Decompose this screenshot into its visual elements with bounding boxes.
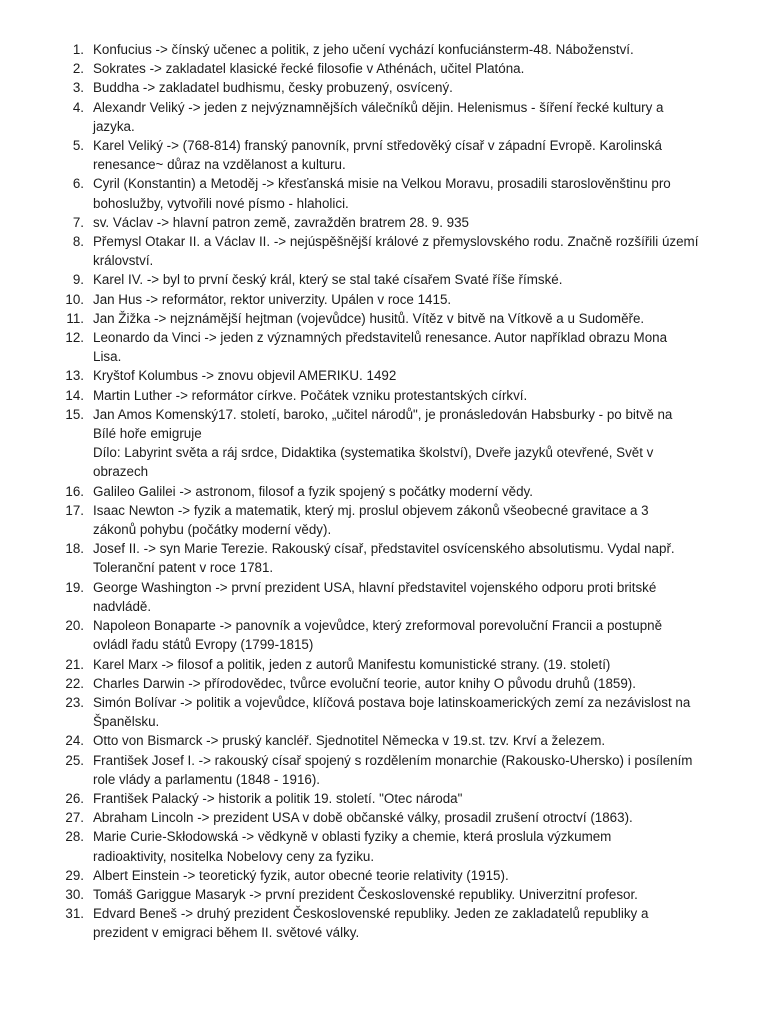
- list-item-number: 10.: [65, 291, 84, 307]
- list-item-number: 18.: [65, 541, 84, 557]
- list-item-number: 20.: [65, 618, 84, 634]
- list-item-number: 24.: [65, 733, 84, 749]
- list-item-text-line: Španělsku.: [93, 714, 160, 730]
- list-item: [0, 693, 768, 731]
- list-item-number: 1.: [72, 42, 84, 57]
- list-item-text-line: George Washington -> první prezident USA, hlavní představitel vojenského odporu proti britské: [93, 579, 657, 595]
- list-item: [0, 405, 768, 482]
- list-item: [0, 866, 768, 885]
- list-item: [0, 482, 768, 501]
- list-item-text-line: František Josef I. -> rakouský císař spojený s rozdělením monarchie (Rakousko-Uhersko) i posílením: [93, 752, 693, 768]
- list-item-text-line: Karel IV. -> byl to první český král, který se stal také císařem Svaté říše římské.: [93, 272, 563, 288]
- list-item-number: 16.: [65, 483, 84, 499]
- list-item: [0, 174, 768, 212]
- list-item: [0, 98, 768, 136]
- list-item: [0, 885, 768, 904]
- list-item-text-line: radioaktivity, nositelka Nobelovy ceny za fyziku.: [93, 848, 375, 864]
- list-item: [0, 213, 768, 232]
- list-item-text-line: Tomáš Gariggue Masaryk -> první prezident Československé republiky. Univerzitní profesor.: [93, 886, 638, 902]
- list-item-text-line: Jan Amos Komenský17. století, baroko, „učitel národů", je pronásledován Habsburky - po bitvě na: [93, 406, 673, 422]
- list-item: [0, 501, 768, 539]
- list-item-text-line: Bílé hoře emigruje: [93, 426, 202, 442]
- list-item: [0, 59, 768, 78]
- list-item-text-line: Marie Curie-Skłodowská -> vědkyně v oblasti fyziky a chemie, která proslula výzkumem: [93, 829, 612, 845]
- list-item-text-line: Josef II. -> syn Marie Terezie. Rakouský císař, představitel osvícenského absolutismu. Vydal např.: [93, 541, 675, 557]
- list-item: [0, 290, 768, 309]
- list-item-number: 23.: [65, 694, 84, 710]
- list-item-text-line: zákonů pohybu (počátky moderní vědy).: [93, 522, 332, 538]
- list-item-text-line: Jan Žižka -> nejznámější hejtman (vojevůdce) husitů. Vítěz v bitvě na Vítkově a u Sudoměře.: [93, 310, 645, 326]
- list-item-text-line: Sokrates -> zakladatel klasické řecké filosofie v Athénách, učitel Platóna.: [93, 61, 525, 77]
- list-item-text-line: Kryštof Kolumbus -> znovu objevil AMERIKU. 1492: [93, 368, 397, 384]
- list-item-text-line: království.: [93, 253, 154, 269]
- list-item: [0, 616, 768, 654]
- list-item-number: 17.: [65, 502, 84, 518]
- list-item-text-line: role vlády a parlamentu (1848 - 1916).: [93, 771, 321, 787]
- list-item-text-line: Karel Marx -> filosof a politik, jeden z autorů Manifestu komunistické strany. (19. století): [93, 656, 611, 672]
- list-item-number: 3.: [72, 80, 84, 96]
- list-item-text-line: Edvard Beneš -> druhý prezident Československé republiky. Jeden ze zakladatelů republiky a: [93, 906, 649, 922]
- list-item-number: 4.: [72, 99, 84, 115]
- list-item-text-line: Abraham Lincoln -> prezident USA v době občanské války, prosadil zrušení otroctví (1863).: [93, 810, 633, 826]
- list-item-text-line: Dílo: Labyrint světa a ráj srdce, Didaktika (systematika školství), Dveře jazyků otevřené, Svět v: [93, 445, 654, 461]
- list-item-text-line: Konfucius -> čínský učenec a politik, z jeho učení vychází konfuciánsterm-48. Náboženství.: [93, 42, 634, 57]
- list-item: [0, 789, 768, 808]
- list-item-number: 5.: [72, 138, 84, 154]
- list-item-number: 9.: [72, 272, 84, 288]
- list-item-text-line: Karel Veliký -> (768-814) franský panovník, první středověký císař v západní Evropě. Karolinská: [93, 138, 663, 154]
- numbered-list: [0, 40, 768, 943]
- list-item-text-line: Buddha -> zakladatel budhismu, česky probuzený, osvícený.: [93, 80, 453, 96]
- list-item-number: 27.: [65, 810, 84, 826]
- list-item-text-line: obrazech: [93, 464, 149, 480]
- list-item-text-line: Přemysl Otakar II. a Václav II. -> nejúspěšnější králové z přemyslovského rodu. Značně rozšířili území: [93, 234, 699, 250]
- list-item: [0, 136, 768, 174]
- list-item-number: 6.: [72, 176, 84, 192]
- list-item-text-line: Isaac Newton -> fyzik a matematik, který mj. proslul objevem zákonů všeobecné gravitace a 3: [93, 502, 649, 518]
- list-item-text-line: Leonardo da Vinci -> jeden z významných představitelů renesance. Autor například obrazu Mona: [93, 330, 668, 346]
- list-item: [0, 232, 768, 270]
- list-item-number: 2.: [72, 61, 84, 77]
- list-item-text-line: Otto von Bismarck -> pruský kancléř. Sjednotitel Německa v 19.st. tzv. Krví a železem.: [93, 733, 606, 749]
- list-item-text-line: renesance~ důraz na vzdělanost a kulturu.: [93, 157, 346, 173]
- list-item-number: 14.: [65, 387, 84, 403]
- list-item-number: 22.: [65, 675, 84, 691]
- list-item-number: 25.: [65, 752, 84, 768]
- list-item-number: 13.: [65, 368, 84, 384]
- list-item-text-line: Martin Luther -> reformátor církve. Počátek vzniku protestantských církví.: [93, 387, 528, 403]
- list-item-number: 15.: [65, 406, 84, 422]
- list-item-text-line: Jan Hus -> reformátor, rektor univerzity. Upálen v roce 1415.: [93, 291, 452, 307]
- list-item: [0, 366, 768, 385]
- list-item-text-line: Napoleon Bonaparte -> panovník a vojevůdce, který zreformoval porevoluční Francii a postupně: [93, 618, 663, 634]
- list-item-text-line: Cyril (Konstantin) a Metoděj -> křesťanská misie na Velkou Moravu, prosadili staroslověnštinu pro: [93, 176, 671, 192]
- list-item-number: 19.: [65, 579, 84, 595]
- list-item: [0, 78, 768, 97]
- list-item-text-line: Albert Einstein -> teoretický fyzik, autor obecné teorie relativity (1915).: [93, 867, 509, 883]
- list-item-text-line: Charles Darwin -> přírodovědec, tvůrce evoluční teorie, autor knihy O původu druhů (1859).: [93, 675, 636, 691]
- list-item-number: 8.: [72, 234, 84, 250]
- list-item-text-line: nadvládě.: [93, 598, 152, 614]
- list-item: [0, 655, 768, 674]
- list-item: [0, 40, 768, 59]
- list-item: [0, 328, 768, 366]
- list-item-number: 26.: [65, 790, 84, 806]
- list-item: [0, 270, 768, 289]
- list-item: [0, 808, 768, 827]
- list-item-text-line: Galileo Galilei -> astronom, filosof a fyzik spojený s počátky moderní vědy.: [93, 483, 533, 499]
- list-item: [0, 731, 768, 750]
- list-item-number: 29.: [65, 867, 84, 883]
- list-item-number: 30.: [65, 886, 84, 902]
- list-item-number: 21.: [65, 656, 84, 672]
- list-item: [0, 827, 768, 865]
- list-item-text-line: prezident v emigraci během II. světové války.: [93, 925, 360, 941]
- list-item-number: 12.: [65, 330, 84, 346]
- list-item-text-line: Alexandr Veliký -> jeden z nejvýznamnějších válečníků dějin. Helenismus - šíření řecké kultury a: [93, 99, 664, 115]
- list-item-text-line: jazyka.: [93, 118, 135, 134]
- list-item-text-line: Simón Bolívar -> politik a vojevůdce, klíčová postava boje latinskoamerických zemí za nezávislost na: [93, 694, 691, 710]
- list-item: [0, 309, 768, 328]
- list-item: [0, 674, 768, 693]
- list-item-text-line: bohoslužby, vytvořili nové písmo - hlaholici.: [93, 195, 349, 211]
- list-item: [0, 751, 768, 789]
- list-item: [0, 386, 768, 405]
- list-item-number: 7.: [72, 214, 84, 230]
- list-item-text-line: František Palacký -> historik a politik 19. století. "Otec národa": [93, 790, 463, 806]
- list-item: [0, 539, 768, 577]
- list-item-number: 11.: [66, 310, 84, 326]
- list-item-text-line: Toleranční patent v roce 1781.: [93, 560, 274, 576]
- list-item-number: 28.: [65, 829, 84, 845]
- list-item-text-line: sv. Václav -> hlavní patron země, zavražděn bratrem 28. 9. 935: [93, 214, 469, 230]
- list-item-text-line: ovládl řadu států Evropy (1799-1815): [93, 637, 314, 653]
- list-item-text-line: Lisa.: [93, 349, 122, 365]
- list-item-number: 31.: [65, 906, 84, 922]
- list-item: [0, 904, 768, 942]
- list-item: [0, 578, 768, 616]
